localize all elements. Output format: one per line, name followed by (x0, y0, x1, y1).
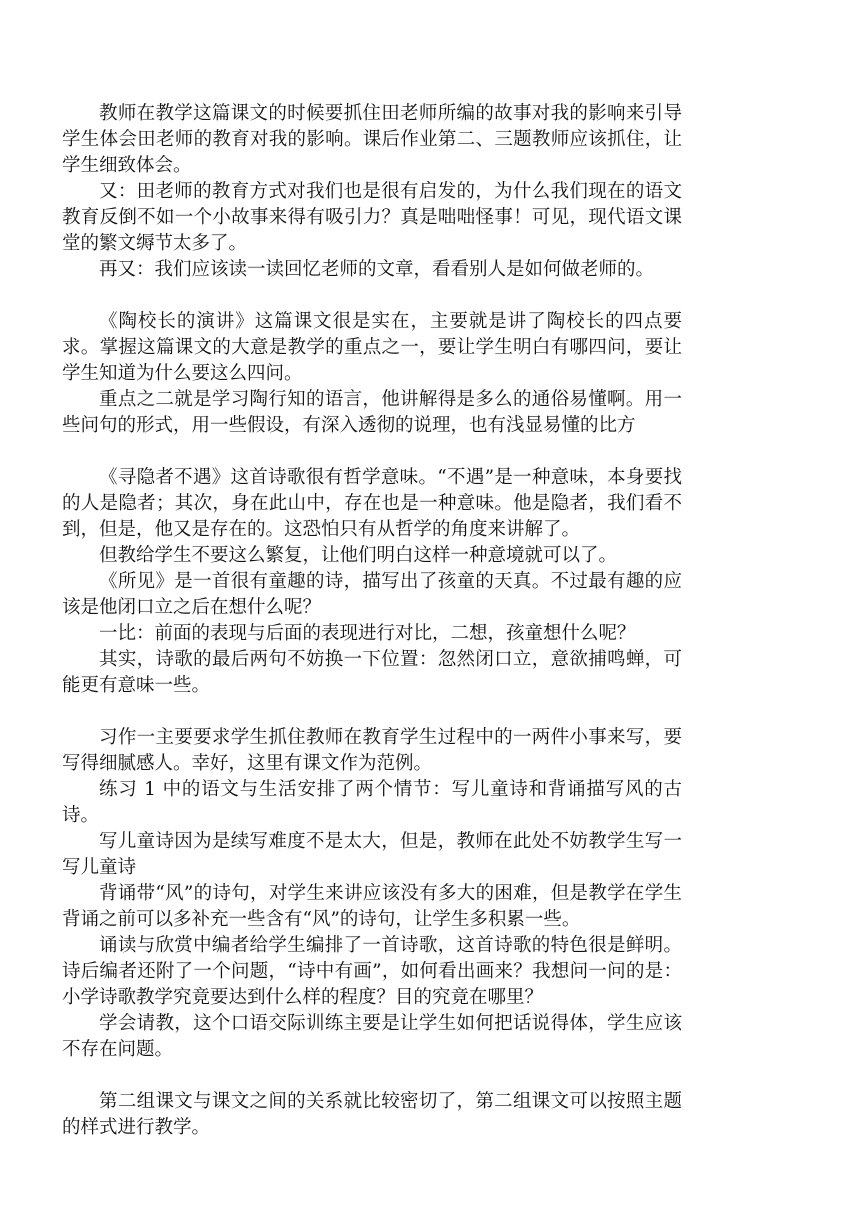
paragraph: 教师在教学这篇课文的时候要抓住田老师所编的故事对我的影响来引导学生体会田老师的教育对我的影响。课后作业第二、三题教师应该抓住，让学生细致体会。 (62, 103, 682, 176)
paragraph-gap (62, 699, 682, 725)
paragraph: 《所见》是一首很有童趣的诗，描写出了孩童的天真。不过最有趣的应该是他闭口立之后在想什么呢？ (62, 571, 682, 618)
paragraph: 一比：前面的表现与后面的表现进行对比，二想，孩童想什么呢？ (99, 623, 636, 644)
paragraph: 重点之二就是学习陶行知的语言，他讲解得是多么的通俗易懂啊。用一些问句的形式，用一些假设，有深入透彻的说理，也有浅显易懂的比方 (62, 389, 682, 436)
paragraph: 背诵带“风”的诗句，对学生来讲应该没有多大的困难，但是教学在学生背诵之前可以多补充一些含有“风”的诗句，让学生多积累一些。 (62, 883, 682, 930)
paragraph: 练习 1 中的语文与生活安排了两个情节：写儿童诗和背诵描写风的古诗。 (62, 779, 682, 826)
paragraph-gap (62, 1063, 682, 1089)
paragraph: 其实，诗歌的最后两句不妨换一下位置：忽然闭口立，意欲捕鸣蝉，可能更有意味一些。 (62, 649, 682, 696)
paragraph: 再又：我们应该读一读回忆老师的文章，看看别人是如何做老师的。 (99, 259, 655, 280)
paragraph: 写儿童诗因为是续写难度不是太大，但是，教师在此处不妨教学生写一写儿童诗 (62, 831, 682, 878)
paragraph: 习作一主要要求学生抓住教师在教育学生过程中的一两件小事来写，要写得细腻感人。幸好，这里有课文作为范例。 (62, 727, 682, 774)
paragraph: 第二组课文与课文之间的关系就比较密切了，第二组课文可以按照主题的样式进行教学。 (62, 1091, 682, 1138)
paragraph: 学会请教，这个口语交际训练主要是让学生如何把话说得体，学生应该不存在问题。 (62, 1013, 682, 1060)
paragraph: 《陶校长的演讲》这篇课文很是实在，主要就是讲了陶校长的四点要求。掌握这篇课文的大意是教学的重点之一，要让学生明白有哪四问，要让学生知道为什么要这么四问。 (62, 311, 682, 384)
paragraph: 又：田老师的教育方式对我们也是很有启发的，为什么我们现在的语文教育反倒不如一个小故事来得有吸引力？真是咄咄怪事！可见，现代语文课堂的繁文缛节太多了。 (62, 181, 682, 254)
paragraph: 诵读与欣赏中编者给学生编排了一首诗歌，这首诗歌的特色很是鲜明。诗后编者还附了一个问题，“诗中有画”，如何看出画来？我想问一问的是：小学诗歌教学究竟要达到什么样的程度？目的究竟在哪里？ (62, 935, 682, 1008)
paragraph-gap (62, 439, 682, 465)
document-body (62, 101, 682, 1141)
paragraph: 《寻隐者不遇》这首诗歌很有哲学意味。“不遇”是一种意味，本身要找的人是隐者；其次，身在此山中，存在也是一种意味。他是隐者，我们看不到，但是，他又是存在的。这恐怕只有从哲学的角度来讲解了。 (62, 467, 682, 540)
paragraph-gap (62, 283, 682, 309)
paragraph: 但教给学生不要这么繁复，让他们明白这样一种意境就可以了。 (99, 545, 618, 566)
